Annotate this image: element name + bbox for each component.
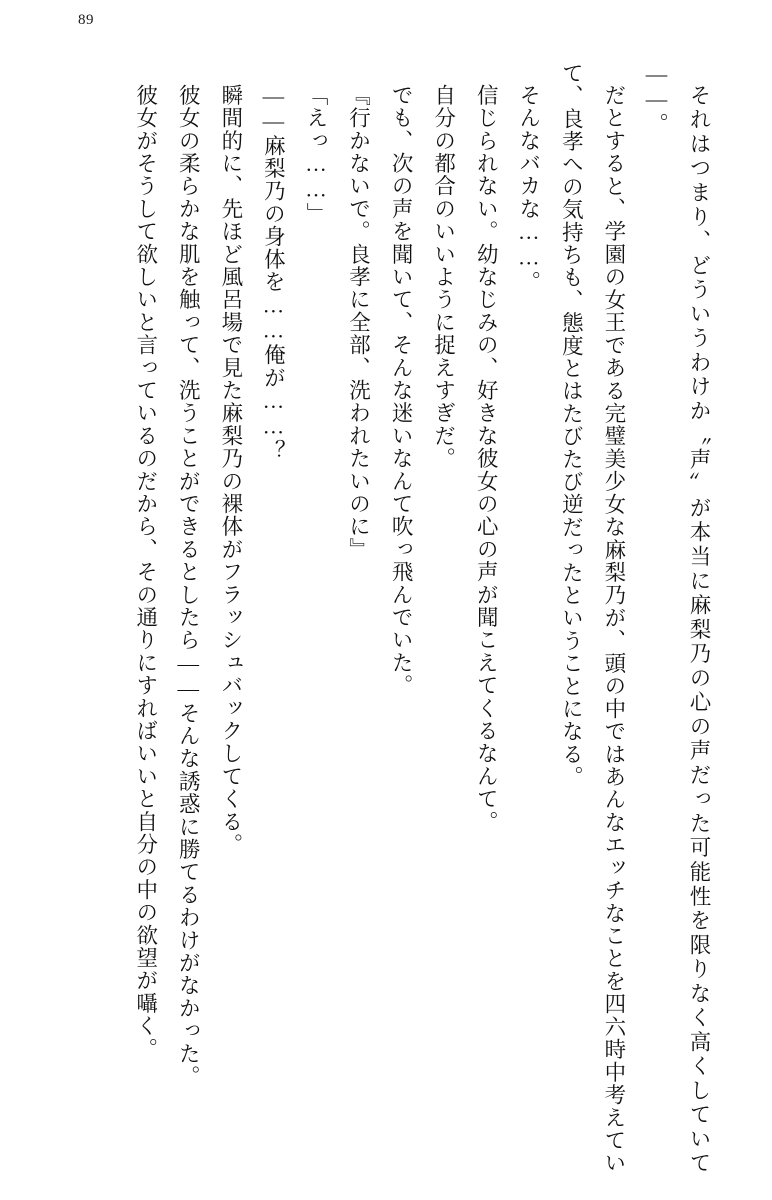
- paragraph: ——麻梨乃の身体を……俺が……？: [261, 83, 286, 462]
- paragraph: 彼女の柔らかな肌を触って、洗うことができるとしたら——そんな誘惑に勝てるわけがなかった。: [176, 83, 201, 1088]
- paragraph: 信じられない。幼なじみの、好きな彼女の心の声が聞こえてくるなんて。: [474, 83, 499, 833]
- page-body-text: [52, 62, 720, 1174]
- paragraph: それはつまり、どういうわけか〝声〟が本当に麻梨乃の心の声だった可能性を限りなく高くしていて——。: [644, 62, 711, 1174]
- paragraph: 「えっ……」: [303, 83, 328, 225]
- paragraph: 彼女がそうして欲しいと言っているのだから、その通りにすればいいと自分の中の欲望が囁く。: [133, 83, 158, 1060]
- paragraph: だとすると、学園の女王である完璧美少女な麻梨乃が、頭の中ではあんなエッチなことを四六時中考えていて、良孝への気持ちも、態度とはたびたび逆だったということになる。: [559, 62, 626, 1174]
- paragraph: そんなバカな……。: [516, 83, 541, 293]
- paragraph: でも、次の声を聞いて、そんな迷いなんて吹っ飛んでいた。: [389, 83, 414, 697]
- paragraph: 『行かないで。良孝に全部、洗われたいのに』: [346, 83, 371, 561]
- paragraph: 自分の都合のいいように捉えすぎだ。: [431, 83, 456, 470]
- paragraph: 瞬間的に、先ほど風呂場で見た麻梨乃の裸体がフラッシュバックしてくる。: [218, 83, 243, 856]
- page-number: 89: [78, 12, 94, 28]
